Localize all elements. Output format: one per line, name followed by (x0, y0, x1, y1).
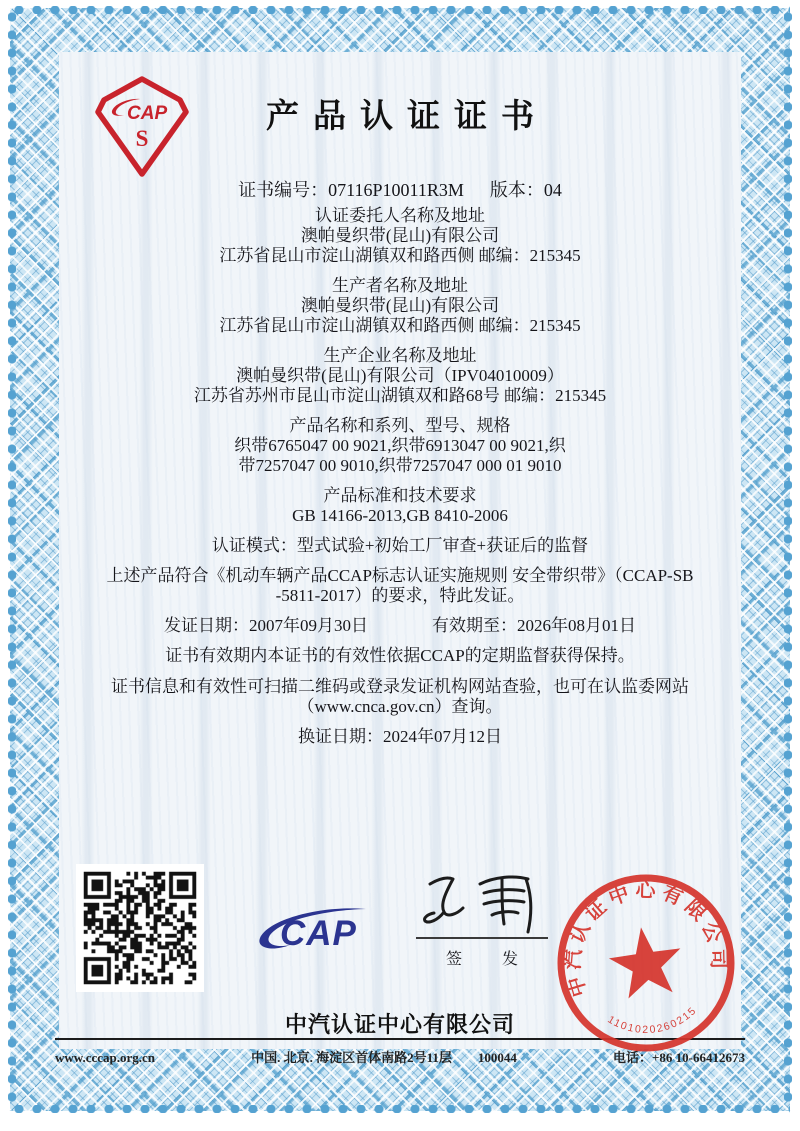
verify-line: （www.cnca.gov.cn）查询。 (297, 697, 503, 716)
certificate-number-line (0, 176, 800, 202)
verify-line: 证书信息和有效性可扫描二维码或登录发证机构网站查验，也可在认监委网站 (111, 677, 689, 696)
section-line: 澳帕曼织带(昆山)有限公司 (300, 296, 500, 315)
valid-until-value: 2026年08月01日 (517, 616, 636, 635)
footer-phone-label: 电话： (612, 1050, 652, 1065)
border-scallop-bottom (10, 1105, 790, 1113)
section-line: 江苏省苏州市昆山市淀山湖镇双和路68号 邮编：215345 (193, 386, 607, 405)
footer-address (251, 1047, 517, 1066)
section-line: 江苏省昆山市淀山湖镇双和路西侧 邮编：215345 (219, 316, 581, 335)
section-line: 澳帕曼织带(昆山)有限公司（IPV04010009） (236, 366, 564, 385)
issue-date (164, 616, 368, 636)
logo-cap-text: CAP (127, 103, 168, 124)
qr-code (76, 864, 204, 992)
cert-no-value: 07116P10011R3M (328, 180, 464, 200)
renewal-label: 换证日期： (298, 727, 383, 746)
section-producer (55, 276, 745, 336)
section-heading: 产品名称和系列、型号、规格 (289, 416, 511, 435)
section-heading: 认证委托人名称及地址 (315, 206, 485, 225)
seal-ring-text: 中汽认证中心有限公司 (562, 879, 730, 1000)
issuer-company-name: 中汽认证中心有限公司 (284, 1012, 515, 1037)
section-line: 澳帕曼织带(昆山)有限公司 (300, 226, 500, 245)
certification-mode-line (55, 536, 745, 556)
maintain-text: 证书有效期内本证书的有效性依据CCAP的定期监督获得保持。 (165, 646, 635, 665)
seal-serial-number: 1101020260215 (605, 1004, 700, 1037)
ccap-wordmark-logo (238, 903, 374, 953)
logo-s-text: S (135, 126, 149, 151)
sign-issue-label: 签 发 (445, 951, 536, 968)
issue-date-label: 发证日期： (164, 616, 249, 635)
section-product (55, 416, 745, 476)
mode-text: 认证模式：型式试验+初始工厂审查+获证后的监督 (211, 536, 589, 555)
signature (416, 862, 552, 934)
section-line: 带7257047 00 9010,织带7257047 000 01 9010 (238, 456, 562, 475)
maintain-line (55, 646, 745, 666)
valid-until-label: 有效期至： (432, 616, 517, 635)
statement-line: -5811-2017）的要求，特此发证。 (275, 586, 525, 605)
company-seal (551, 868, 741, 1058)
seal-star-icon (605, 922, 686, 1000)
footer-postcode: 100044 (477, 1050, 517, 1065)
footer-address-text: 中国. 北京. 海淀区首体南路2号11层 (251, 1050, 452, 1065)
renewal-date-value: 2024年07月12日 (383, 727, 502, 746)
section-heading: 生产者名称及地址 (332, 276, 468, 295)
cert-no-label: 证书编号： (238, 180, 329, 200)
verify-paragraph (55, 677, 745, 717)
certificate-title: 产品认证证书 (266, 97, 548, 134)
signature-rule (416, 937, 548, 939)
version-label: 版本： (489, 180, 544, 200)
section-standard (55, 486, 745, 526)
statement-line: 上述产品符合《机动车辆产品CCAP标志认证实施规则 安全带织带》（CCAP-SB (106, 566, 694, 585)
section-applicant (55, 206, 745, 266)
section-heading: 产品标准和技术要求 (323, 486, 477, 505)
border-scallop-top (10, 6, 790, 14)
dates-row (55, 616, 745, 636)
valid-until (432, 616, 636, 636)
issue-date-value: 2007年09月30日 (249, 616, 368, 635)
version-value: 04 (543, 180, 562, 200)
section-factory (55, 346, 745, 406)
border-scallop-left (8, 8, 16, 1111)
renewal-line (55, 727, 745, 747)
footer-phone-number: +86 10-66412673 (651, 1050, 745, 1065)
certificate-body (55, 206, 745, 757)
section-line: 织带6765047 00 9021,织带6913047 00 9021,织 (234, 436, 566, 455)
footer-website: www.cccap.org.cn (55, 1050, 156, 1065)
border-scallop-right (784, 8, 792, 1111)
cap-wordmark-text: CAP (280, 914, 357, 953)
statement-paragraph (55, 566, 745, 606)
section-line: GB 14166-2013,GB 8410-2006 (292, 506, 508, 525)
section-line: 江苏省昆山市淀山湖镇双和路西侧 邮编：215345 (219, 246, 581, 265)
section-heading: 生产企业名称及地址 (323, 346, 477, 365)
